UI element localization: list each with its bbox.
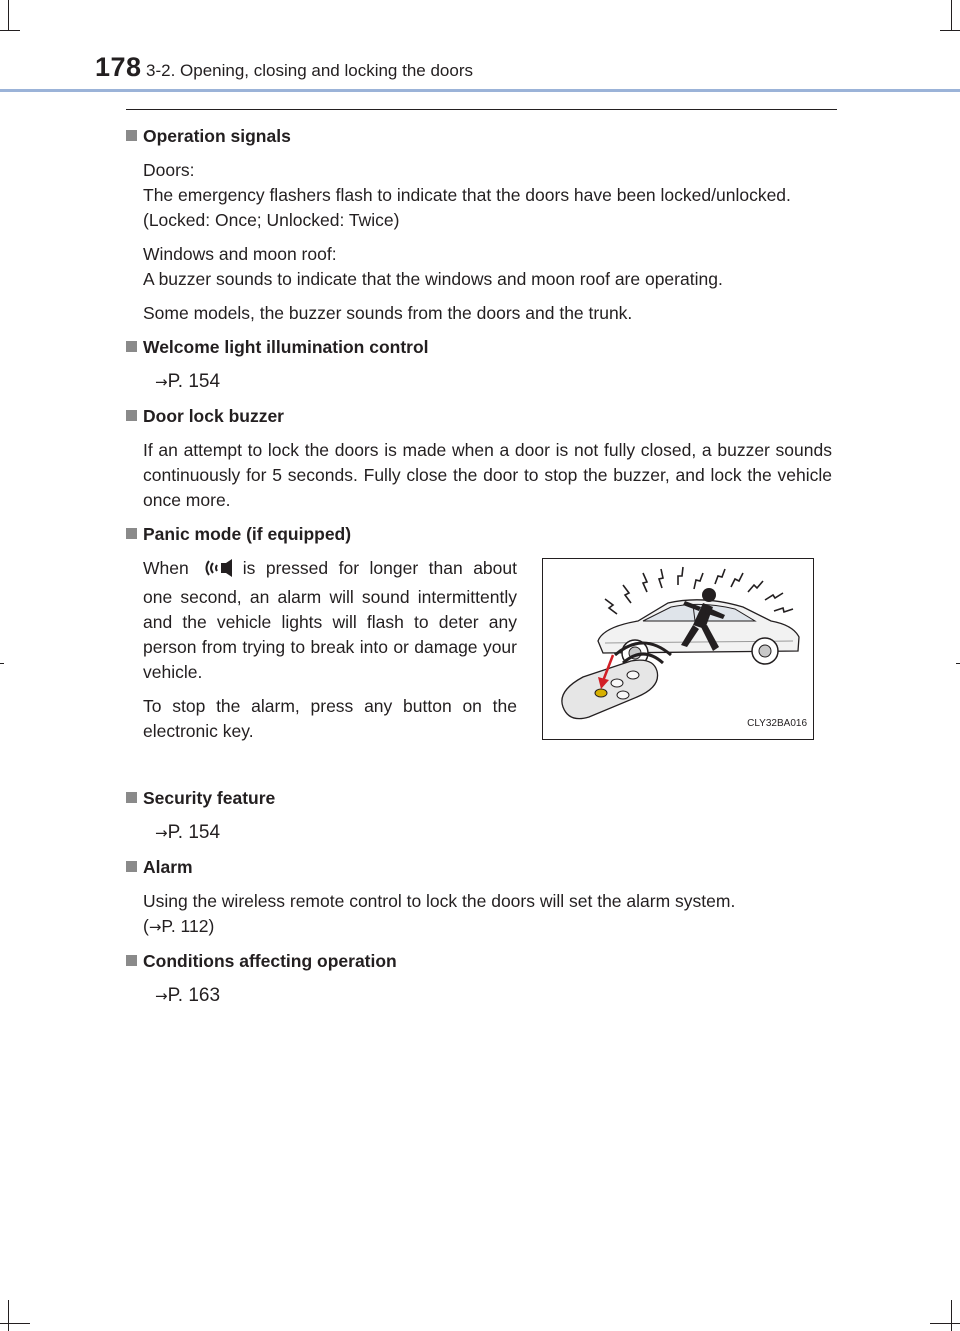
crop-mark [951, 1300, 952, 1331]
square-bullet-icon [126, 130, 137, 141]
alarm-body [126, 889, 832, 940]
doors-label: Doors: [143, 160, 195, 180]
alarm-ref[interactable]: (→P. 112) [143, 916, 215, 936]
crop-mark [930, 1323, 960, 1324]
square-bullet-icon [126, 341, 137, 352]
crop-mark [8, 0, 9, 30]
doors-note: (Locked: Once; Unlocked: Twice) [143, 210, 400, 230]
figure-label: CLY32BA016 [747, 718, 807, 729]
section-heading-conditions: Conditions affecting operation [126, 949, 832, 974]
section-title: 3-2. Opening, closing and locking the doors [146, 61, 473, 80]
crop-mark [0, 1323, 30, 1324]
square-bullet-icon [126, 528, 137, 539]
section-heading-security-feature: Security feature [126, 786, 832, 811]
electronic-key-illustration [562, 655, 658, 719]
page-content [126, 124, 832, 1009]
security-feature-ref[interactable]: →P. 154 [155, 822, 221, 843]
crop-mark [951, 0, 952, 30]
section-heading-panic-mode: Panic mode (if equipped) [126, 522, 832, 547]
crop-mark [0, 30, 20, 31]
windows-label: Windows and moon roof: [143, 244, 337, 264]
door-lock-buzzer-text: If an attempt to lock the doors is made when a door is not fully closed, a buzzer sounds continuously for 5 seconds. Fully close the door to stop the buzzer, and lock the vehicle once more. [143, 440, 832, 510]
square-bullet-icon [126, 861, 137, 872]
square-bullet-icon [126, 792, 137, 803]
page-number: 178 [95, 52, 142, 82]
crop-mark [8, 1300, 9, 1331]
panic-mode-stop-text: To stop the alarm, press any button on the electronic key. [143, 696, 517, 741]
arrow-right-icon: → [148, 918, 162, 936]
square-bullet-icon [126, 955, 137, 966]
panic-button-icon [203, 558, 233, 585]
windows-text: A buzzer sounds to indicate that the windows and moon roof are operating. [143, 269, 723, 289]
operation-signals-body [126, 158, 832, 326]
welcome-light-ref[interactable]: →P. 154 [155, 371, 221, 392]
panic-alarm-illustration [542, 558, 814, 740]
models-text: Some models, the buzzer sounds from the doors and the trunk. [143, 303, 633, 323]
section-heading-alarm: Alarm [126, 855, 832, 880]
crop-mark [940, 30, 960, 31]
arrow-right-icon: → [155, 824, 168, 842]
doors-text: The emergency flashers flash to indicate that the doors have been locked/unlocked. [143, 185, 791, 205]
crop-mark [956, 663, 960, 664]
header-rule [0, 89, 960, 92]
section-heading-door-lock-buzzer: Door lock buzzer [126, 404, 832, 429]
content-rule [126, 109, 837, 110]
crop-mark [0, 663, 4, 664]
panic-mode-text [143, 556, 517, 744]
panic-mode-description: When is pressed for longer than about one second, an alarm will sound intermittently and the vehicle lights will flash to deter any person from trying to break into or damage your vehicle. [143, 558, 517, 682]
arrow-right-icon: → [155, 987, 168, 1005]
section-heading-operation-signals: Operation signals [126, 124, 832, 149]
section-heading-welcome-light: Welcome light illumination control [126, 335, 832, 360]
arrow-right-icon: → [155, 373, 168, 391]
square-bullet-icon [126, 410, 137, 421]
conditions-ref[interactable]: →P. 163 [155, 985, 221, 1006]
panic-mode-block [126, 556, 832, 786]
alarm-text: Using the wireless remote control to lock the doors will set the alarm system. [143, 891, 736, 911]
